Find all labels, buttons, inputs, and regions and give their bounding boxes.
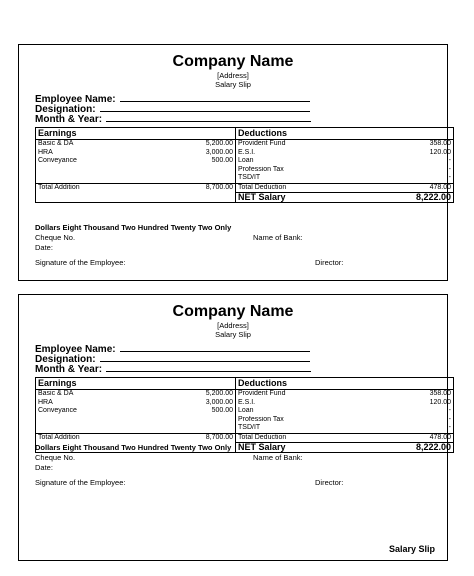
earning-label: Basic & DA [36, 140, 140, 149]
total-addition-label: Total Addition [36, 433, 140, 443]
net-salary-label: NET Salary [236, 443, 336, 453]
designation-blank [100, 353, 310, 362]
date-label: Date: [35, 463, 53, 472]
total-row [36, 183, 454, 193]
earning-value: 3,000.00 [205, 148, 233, 156]
amount-in-words: Dollars Eight Thousand Two Hundred Twenty Two Only [35, 443, 232, 452]
earning-value: 500.00 [211, 407, 233, 414]
earnings-header-spacer [140, 378, 236, 390]
table-row [36, 399, 454, 408]
amount-in-words: Dollars Eight Thousand Two Hundred Twenty Two Only [35, 223, 232, 232]
deduction-label: E.S.I. [236, 149, 336, 158]
deduction-label: Provident Fund [236, 390, 336, 399]
month-year-blank [106, 113, 311, 122]
net-salary-label: NET Salary [236, 193, 336, 203]
deduction-label: Provident Fund [236, 140, 336, 149]
earning-label [36, 166, 140, 175]
table-row [36, 149, 454, 158]
earning-label: Conveyance [38, 157, 77, 164]
earning-value [140, 424, 236, 433]
total-deduction-value: 478.00 [336, 433, 454, 443]
month-year-blank [106, 363, 311, 372]
deductions-header: Deductions [236, 128, 336, 140]
table-row [36, 157, 454, 166]
date-label: Date: [35, 243, 53, 252]
deduction-value: - [448, 424, 451, 431]
total-deduction-label: Total Deduction [236, 433, 336, 443]
earning-value [140, 174, 236, 183]
net-spacer [140, 193, 236, 203]
deduction-value: - [448, 415, 451, 423]
footer-salary-slip-label: Salary Slip [388, 544, 435, 554]
slip-subtitle: Salary Slip [215, 80, 251, 89]
total-addition-value: 8,700.00 [140, 433, 236, 443]
deduction-label: E.S.I. [236, 399, 336, 408]
earning-value: 3,000.00 [205, 398, 233, 406]
total-addition-label: Total Addition [36, 183, 140, 193]
deductions-header-spacer [336, 378, 454, 390]
signature-label: Signature of the Employee: [35, 478, 126, 487]
net-salary-row [36, 193, 454, 203]
earning-label [36, 424, 140, 433]
table-row [36, 174, 454, 183]
deduction-label: Profession Tax [236, 416, 336, 425]
deduction-value: - [448, 157, 451, 164]
deduction-value: 120.00 [429, 398, 451, 406]
earning-value: 500.00 [211, 157, 233, 164]
table-row [36, 416, 454, 425]
total-deduction-label: Total Deduction [236, 183, 336, 193]
employee-name-label: Employee Name: [35, 94, 116, 105]
deduction-value: 358.00 [336, 140, 454, 149]
company-name: Company Name [172, 303, 294, 320]
employee-name-label: Employee Name: [35, 344, 116, 355]
table-row [36, 390, 454, 399]
deduction-label: TSD/IT [236, 174, 336, 183]
salary-slip-1 [18, 44, 451, 281]
net-spacer [36, 193, 140, 203]
total-deduction-value: 478.00 [336, 183, 454, 193]
earnings-header: Earnings [38, 128, 77, 138]
table-header-row [36, 378, 454, 390]
deduction-label: TSD/IT [236, 424, 336, 433]
earning-label: HRA [38, 148, 53, 156]
deductions-header-spacer [336, 128, 454, 140]
slip-subtitle: Salary Slip [215, 330, 251, 339]
deduction-label: Loan [236, 157, 336, 166]
salary-slip-2 [18, 294, 451, 561]
earning-value: 5,200.00 [140, 390, 236, 399]
net-salary-value: 8,222.00 [336, 443, 454, 453]
earning-label [36, 174, 140, 183]
earnings-deductions-table [35, 127, 454, 203]
deduction-value: - [448, 174, 451, 181]
earning-value [140, 166, 236, 175]
net-salary-value: 8,222.00 [336, 193, 454, 203]
deductions-header: Deductions [236, 378, 336, 390]
deduction-label: Profession Tax [236, 166, 336, 175]
table-row [36, 424, 454, 433]
employee-name-blank [120, 343, 310, 352]
month-year-field [35, 363, 311, 375]
deduction-label: Loan [236, 407, 336, 416]
earning-value: 5,200.00 [140, 140, 236, 149]
table-row [36, 407, 454, 416]
designation-blank [100, 103, 310, 112]
earning-label: Basic & DA [36, 390, 140, 399]
employee-name-blank [120, 93, 310, 102]
month-year-label: Month & Year: [35, 364, 103, 375]
total-row [36, 433, 454, 443]
total-addition-value: 8,700.00 [140, 183, 236, 193]
table-row [36, 140, 454, 149]
earnings-header: Earnings [38, 378, 77, 388]
earning-value [140, 416, 236, 425]
deduction-value: 120.00 [429, 148, 451, 156]
director-label: Director: [315, 478, 344, 487]
month-year-field [35, 113, 311, 125]
earning-label: HRA [38, 398, 53, 406]
designation-label: Designation: [35, 354, 96, 365]
earning-label [36, 416, 140, 425]
table-header-row [36, 128, 454, 140]
company-name: Company Name [172, 53, 294, 70]
earnings-header-spacer [140, 128, 236, 140]
company-address: [Address] [217, 321, 249, 330]
designation-label: Designation: [35, 104, 96, 115]
signature-label: Signature of the Employee: [35, 258, 126, 267]
bank-label: Name of Bank: [253, 233, 303, 242]
table-row [36, 166, 454, 175]
deduction-value: - [448, 407, 451, 414]
month-year-label: Month & Year: [35, 114, 103, 125]
cheque-label: Cheque No. [35, 453, 76, 462]
deduction-value: - [448, 165, 451, 173]
earnings-deductions-table [35, 377, 454, 453]
deduction-value: 358.00 [336, 390, 454, 399]
bank-label: Name of Bank: [253, 453, 303, 462]
director-label: Director: [315, 258, 344, 267]
company-address: [Address] [217, 71, 249, 80]
cheque-label: Cheque No. [35, 233, 76, 242]
earning-label: Conveyance [38, 407, 77, 414]
